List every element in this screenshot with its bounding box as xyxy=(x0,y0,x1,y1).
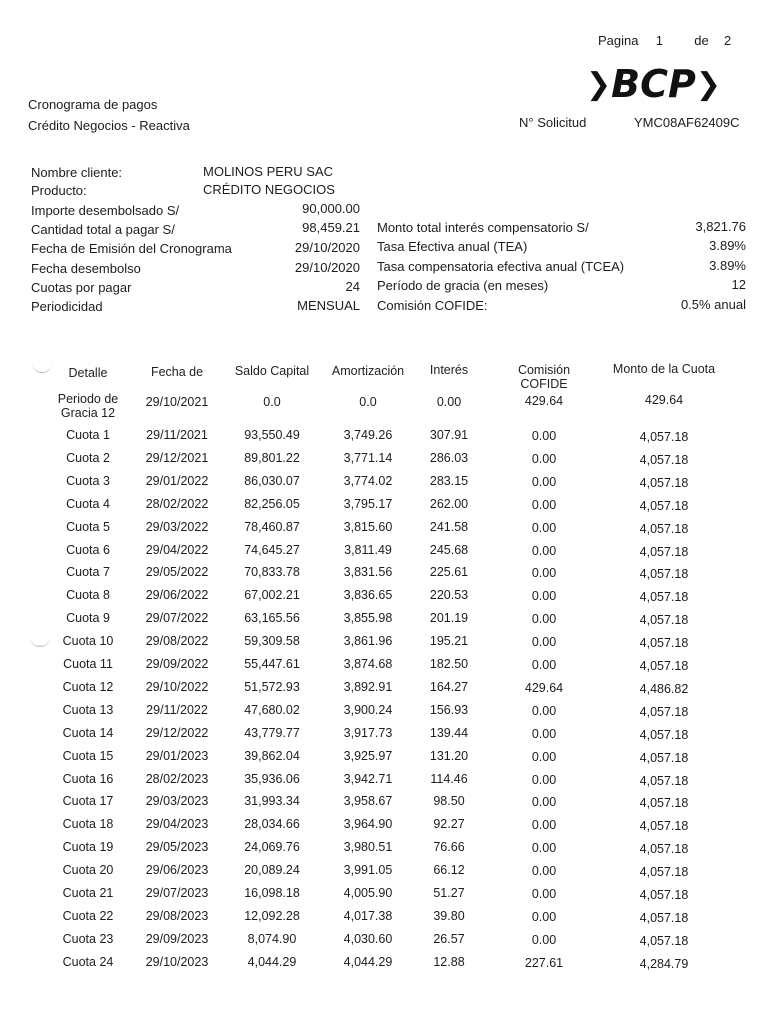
cell-fecha: 28/02/2022 xyxy=(145,496,209,511)
cell-monto: 4,057.18 xyxy=(639,521,689,536)
cell-interes: 182.50 xyxy=(429,657,469,671)
grace-detalle-line2: Gracia 12 xyxy=(60,406,116,420)
cell-amortizacion: 3,980.51 xyxy=(343,840,393,855)
cell-interes: 201.19 xyxy=(429,611,469,626)
table-row xyxy=(0,726,768,749)
cell-fecha: 29/09/2023 xyxy=(145,931,209,946)
logo-left-mark-icon: ❯ xyxy=(586,67,612,102)
table-row xyxy=(0,657,768,680)
cell-amortizacion: 4,005.90 xyxy=(343,886,393,900)
cell-saldo: 12,092.28 xyxy=(244,908,300,923)
cell-monto: 4,057.18 xyxy=(639,452,689,467)
cell-monto: 4,486.82 xyxy=(639,681,689,696)
cell-interes: 12.88 xyxy=(433,954,465,969)
info-label-cantidad: Cantidad total a pagar S/ xyxy=(31,222,175,237)
table-row xyxy=(0,817,768,840)
cell-amortizacion: 3,964.90 xyxy=(343,817,393,832)
cell-detalle: Cuota 16 xyxy=(62,771,114,786)
cell-monto: 4,057.18 xyxy=(639,590,689,605)
cell-comision: 429.64 xyxy=(524,680,564,695)
cell-saldo: 63,165.56 xyxy=(244,611,300,626)
cell-fecha: 29/06/2023 xyxy=(145,863,209,878)
cell-amortizacion: 3,795.17 xyxy=(343,496,393,511)
cell-saldo: 86,030.07 xyxy=(244,473,300,488)
cell-interes: 114.46 xyxy=(430,771,468,786)
cell-detalle: Cuota 19 xyxy=(62,840,114,855)
cell-comision: 0.00 xyxy=(531,841,557,856)
cell-fecha: 29/11/2022 xyxy=(146,702,208,717)
grace-saldo: 0.0 xyxy=(263,395,281,409)
cell-saldo: 16,098.18 xyxy=(244,886,300,900)
cell-monto: 4,057.18 xyxy=(639,750,689,765)
table-row xyxy=(0,565,768,588)
solicitud-value: YMC08AF62409C xyxy=(634,115,740,130)
grace-amortizacion: 0.0 xyxy=(359,395,377,409)
cell-fecha: 29/10/2023 xyxy=(145,954,209,969)
cell-monto: 4,057.18 xyxy=(639,498,689,513)
cell-interes: 51.27 xyxy=(433,886,465,900)
cell-interes: 76.66 xyxy=(433,840,465,855)
cell-comision: 0.00 xyxy=(531,772,557,787)
cell-fecha: 29/12/2022 xyxy=(145,725,209,740)
table-row xyxy=(0,428,768,451)
cell-interes: 283.15 xyxy=(429,473,469,488)
cell-monto: 4,057.18 xyxy=(639,910,689,925)
cell-comision: 0.00 xyxy=(531,474,557,489)
cell-saldo: 31,993.34 xyxy=(244,794,300,809)
cell-comision: 0.00 xyxy=(531,566,557,581)
cell-monto: 4,057.18 xyxy=(639,636,689,651)
cell-monto: 4,057.18 xyxy=(639,567,689,582)
cell-comision: 0.00 xyxy=(531,451,557,466)
cell-monto: 4,057.18 xyxy=(639,727,689,742)
cell-interes: 39.80 xyxy=(433,908,465,923)
cell-comision: 0.00 xyxy=(531,726,557,741)
cell-monto: 4,284.79 xyxy=(639,956,689,971)
info-label-cuotas: Cuotas por pagar xyxy=(31,280,132,295)
cell-detalle: Cuota 3 xyxy=(66,473,110,488)
cell-detalle: Cuota 13 xyxy=(62,702,114,717)
info-value-interes-total: 3,821.76 xyxy=(695,219,746,234)
table-row-grace xyxy=(0,392,768,420)
page-indicator xyxy=(598,33,731,48)
table-row xyxy=(0,749,768,772)
table-row xyxy=(0,543,768,566)
cell-comision: 0.00 xyxy=(531,429,557,443)
cell-detalle: Cuota 1 xyxy=(66,428,110,442)
cell-detalle: Cuota 10 xyxy=(62,634,114,649)
cell-saldo: 8,074.90 xyxy=(247,931,297,946)
cell-fecha: 28/02/2023 xyxy=(145,771,209,786)
document-title: Cronograma de pagos xyxy=(28,97,158,112)
cell-detalle: Cuota 4 xyxy=(66,496,110,511)
table-row xyxy=(0,588,768,611)
cell-interes: 225.61 xyxy=(429,565,469,580)
cell-saldo: 55,447.61 xyxy=(244,657,300,671)
grace-monto: 429.64 xyxy=(644,393,684,407)
cell-detalle: Cuota 24 xyxy=(62,954,114,969)
table-row xyxy=(0,680,768,703)
table-row xyxy=(0,955,768,978)
cell-fecha: 29/09/2022 xyxy=(145,657,209,671)
cell-amortizacion: 3,811.49 xyxy=(344,542,392,557)
header-saldo: Saldo Capital xyxy=(234,364,310,378)
cell-saldo: 74,645.27 xyxy=(244,542,300,557)
cell-detalle: Cuota 5 xyxy=(66,519,110,534)
cell-amortizacion: 3,925.97 xyxy=(343,748,393,763)
cell-amortizacion: 3,942.71 xyxy=(343,771,393,786)
cell-amortizacion: 3,771.14 xyxy=(343,450,393,465)
cell-saldo: 4,044.29 xyxy=(247,954,297,969)
cell-detalle: Cuota 21 xyxy=(62,886,114,900)
cell-amortizacion: 3,874.68 xyxy=(343,657,393,671)
cell-amortizacion: 3,917.73 xyxy=(343,725,393,740)
grace-fecha: 29/10/2021 xyxy=(145,395,209,409)
grace-comision: 429.64 xyxy=(524,394,564,408)
cell-comision: 0.00 xyxy=(531,635,557,650)
cell-detalle: Cuota 8 xyxy=(66,588,110,603)
cell-detalle: Cuota 14 xyxy=(62,725,114,740)
header-monto: Monto de la Cuota xyxy=(612,362,716,376)
table-row xyxy=(0,772,768,795)
cell-saldo: 89,801.22 xyxy=(244,450,300,465)
table-row xyxy=(0,497,768,520)
cell-comision: 0.00 xyxy=(531,887,557,901)
table-row xyxy=(0,611,768,634)
cell-interes: 220.53 xyxy=(429,588,469,603)
cell-interes: 92.27 xyxy=(433,817,465,832)
info-label-interes-total: Monto total interés compensatorio S/ xyxy=(377,220,589,235)
table-row xyxy=(0,703,768,726)
cell-comision: 0.00 xyxy=(531,703,557,718)
cell-interes: 286.03 xyxy=(429,450,469,465)
cell-interes: 98.50 xyxy=(433,794,465,809)
cell-monto: 4,057.18 xyxy=(639,613,689,628)
header-detalle: Detalle xyxy=(68,366,108,380)
cell-saldo: 47,680.02 xyxy=(244,702,300,717)
cell-detalle: Cuota 23 xyxy=(62,931,114,946)
cell-saldo: 24,069.76 xyxy=(244,840,300,855)
cell-fecha: 29/07/2023 xyxy=(145,886,209,900)
table-row xyxy=(0,794,768,817)
cell-detalle: Cuota 11 xyxy=(63,657,113,671)
cell-amortizacion: 4,044.29 xyxy=(343,954,393,969)
table-row xyxy=(0,932,768,955)
table-row xyxy=(0,634,768,657)
cell-fecha: 29/03/2023 xyxy=(145,794,209,809)
cell-detalle: Cuota 20 xyxy=(62,863,114,878)
table-row xyxy=(0,451,768,474)
cell-monto: 4,057.18 xyxy=(639,430,689,444)
table-row xyxy=(0,474,768,497)
cell-detalle: Cuota 2 xyxy=(66,450,110,465)
cell-fecha: 29/11/2021 xyxy=(146,428,208,442)
header-fecha: Fecha de xyxy=(150,365,204,379)
cell-interes: 307.91 xyxy=(429,428,469,442)
cell-fecha: 29/05/2022 xyxy=(145,565,209,580)
cell-interes: 245.68 xyxy=(429,542,469,557)
info-value-cofide: 0.5% anual xyxy=(680,297,746,312)
cell-comision: 0.00 xyxy=(531,612,557,627)
page-current: 1 xyxy=(655,33,663,48)
grace-interes: 0.00 xyxy=(436,395,462,409)
logo-text: BCP xyxy=(611,62,696,106)
cell-monto: 4,057.18 xyxy=(639,888,689,902)
cell-interes: 131.20 xyxy=(429,748,469,763)
solicitud-label: N° Solicitud xyxy=(519,115,587,130)
header-amortizacion: Amortización xyxy=(331,364,405,378)
cell-saldo: 20,089.24 xyxy=(244,863,300,878)
cell-saldo: 82,256.05 xyxy=(244,496,300,511)
info-label-nombre: Nombre cliente: xyxy=(31,165,123,180)
cell-amortizacion: 3,815.60 xyxy=(343,519,393,534)
info-label-importe: Importe desembolsado S/ xyxy=(31,203,180,218)
cell-amortizacion: 4,017.38 xyxy=(343,908,393,923)
info-value-importe: 90,000.00 xyxy=(302,201,360,216)
table-row xyxy=(0,840,768,863)
grace-detalle-line1: Periodo de xyxy=(57,392,119,406)
cell-interes: 262.00 xyxy=(429,496,469,511)
cell-interes: 66.12 xyxy=(433,863,465,878)
cell-amortizacion: 3,774.02 xyxy=(343,473,393,488)
cell-amortizacion: 3,831.56 xyxy=(343,565,393,580)
cell-monto: 4,057.18 xyxy=(639,933,689,948)
info-label-desembolso: Fecha desembolso xyxy=(31,261,141,276)
cell-monto: 4,057.18 xyxy=(639,475,689,490)
cell-comision: 0.00 xyxy=(531,909,557,924)
info-value-cuotas: 24 xyxy=(345,279,360,294)
cell-saldo: 43,779.77 xyxy=(244,725,300,740)
cell-interes: 139.44 xyxy=(429,725,469,740)
cell-monto: 4,057.18 xyxy=(639,544,689,559)
cell-fecha: 29/04/2023 xyxy=(145,817,209,832)
cell-fecha: 29/01/2022 xyxy=(145,473,209,488)
cell-saldo: 67,002.21 xyxy=(244,588,300,603)
cell-saldo: 51,572.93 xyxy=(244,679,300,694)
cell-saldo: 59,309.58 xyxy=(244,634,300,649)
cell-detalle: Cuota 15 xyxy=(62,748,114,763)
info-label-cofide: Comisión COFIDE: xyxy=(377,298,488,313)
cell-saldo: 78,460.87 xyxy=(244,519,300,534)
table-row xyxy=(0,886,768,909)
cell-fecha: 29/06/2022 xyxy=(145,588,209,603)
cell-detalle: Cuota 17 xyxy=(62,794,114,809)
cell-comision: 0.00 xyxy=(531,864,557,879)
info-label-gracia: Período de gracia (en meses) xyxy=(377,278,549,293)
grace-detalle xyxy=(48,392,128,420)
cell-interes: 156.93 xyxy=(429,702,469,717)
info-value-producto: CRÉDITO NEGOCIOS xyxy=(203,182,335,197)
cell-fecha: 29/07/2022 xyxy=(145,611,209,626)
cell-comision: 0.00 xyxy=(531,795,557,810)
info-value-periodicidad: MENSUAL xyxy=(297,298,360,313)
table-row xyxy=(0,520,768,543)
cell-monto: 4,057.18 xyxy=(639,796,689,811)
cell-amortizacion: 3,861.96 xyxy=(343,634,393,649)
cell-saldo: 93,550.49 xyxy=(244,428,300,442)
header-interes: Interés xyxy=(429,363,469,377)
cell-detalle: Cuota 18 xyxy=(62,817,114,832)
cell-comision: 0.00 xyxy=(531,749,557,764)
cell-fecha: 29/12/2021 xyxy=(145,450,209,465)
table-row xyxy=(0,909,768,932)
cell-saldo: 39,862.04 xyxy=(244,748,300,763)
cell-monto: 4,057.18 xyxy=(639,773,689,788)
cell-amortizacion: 3,836.65 xyxy=(343,588,393,603)
cell-interes: 241.58 xyxy=(429,519,469,534)
cell-amortizacion: 3,892.91 xyxy=(343,679,393,694)
header-comision: Comisión COFIDE xyxy=(517,363,571,391)
cell-fecha: 29/10/2022 xyxy=(145,679,209,694)
bcp-logo xyxy=(586,62,721,106)
info-value-gracia: 12 xyxy=(731,277,746,292)
cell-monto: 4,057.18 xyxy=(639,704,689,719)
cell-fecha: 29/01/2023 xyxy=(145,748,209,763)
cell-comision: 0.00 xyxy=(531,932,557,947)
cell-fecha: 29/08/2022 xyxy=(145,634,209,649)
table-row xyxy=(0,863,768,886)
cell-interes: 195.21 xyxy=(429,634,469,649)
cell-comision: 0.00 xyxy=(531,543,557,558)
cell-fecha: 29/04/2022 xyxy=(145,542,209,557)
cell-monto: 4,057.18 xyxy=(639,865,689,880)
cell-detalle: Cuota 22 xyxy=(62,908,114,923)
info-value-desembolso: 29/10/2020 xyxy=(294,260,360,275)
info-value-tcea: 3.89% xyxy=(709,258,746,273)
page-of: de xyxy=(694,33,709,48)
cell-fecha: 29/05/2023 xyxy=(145,840,209,855)
cell-comision: 227.61 xyxy=(524,955,564,970)
info-label-emision: Fecha de Emisión del Cronograma xyxy=(31,241,232,256)
cell-fecha: 29/03/2022 xyxy=(145,519,209,534)
cell-fecha: 29/08/2023 xyxy=(145,908,209,923)
cell-amortizacion: 3,855.98 xyxy=(343,611,393,626)
info-label-periodicidad: Periodicidad xyxy=(31,299,103,314)
info-label-producto: Producto: xyxy=(31,183,87,198)
page-label: Pagina xyxy=(598,33,639,48)
cell-saldo: 70,833.78 xyxy=(244,565,300,580)
cell-detalle: Cuota 6 xyxy=(66,542,110,557)
info-value-emision: 29/10/2020 xyxy=(294,240,360,255)
cell-detalle: Cuota 9 xyxy=(66,611,110,626)
logo-right-mark-icon: ❯ xyxy=(695,67,721,102)
info-label-tcea: Tasa compensatoria efectiva anual (TCEA) xyxy=(377,259,625,274)
cell-amortizacion: 3,958.67 xyxy=(343,794,393,809)
cell-interes: 164.27 xyxy=(429,679,469,694)
cell-saldo: 28,034.66 xyxy=(244,817,300,832)
cell-comision: 0.00 xyxy=(531,818,557,833)
info-value-nombre: MOLINOS PERU SAC xyxy=(203,164,334,179)
cell-comision: 0.00 xyxy=(531,520,557,535)
cell-amortizacion: 3,749.26 xyxy=(343,428,393,442)
cell-monto: 4,057.18 xyxy=(639,819,689,834)
cell-monto: 4,057.18 xyxy=(639,659,689,673)
cell-detalle: Cuota 7 xyxy=(66,565,110,580)
cell-comision: 0.00 xyxy=(531,589,557,604)
cell-interes: 26.57 xyxy=(433,931,465,946)
cell-comision: 0.00 xyxy=(531,497,557,512)
cell-amortizacion: 4,030.60 xyxy=(343,931,393,946)
cell-comision: 0.00 xyxy=(531,658,557,672)
cell-detalle: Cuota 12 xyxy=(62,679,114,694)
cell-amortizacion: 3,991.05 xyxy=(343,863,393,878)
page-total: 2 xyxy=(723,33,732,48)
document-subtitle: Crédito Negocios - Reactiva xyxy=(28,118,190,133)
info-value-cantidad: 98,459.21 xyxy=(302,220,360,235)
cell-monto: 4,057.18 xyxy=(639,842,689,857)
cell-saldo: 35,936.06 xyxy=(244,771,300,786)
info-label-tea: Tasa Efectiva anual (TEA) xyxy=(377,239,528,254)
info-value-tea: 3.89% xyxy=(709,238,746,253)
cell-amortizacion: 3,900.24 xyxy=(343,702,393,717)
